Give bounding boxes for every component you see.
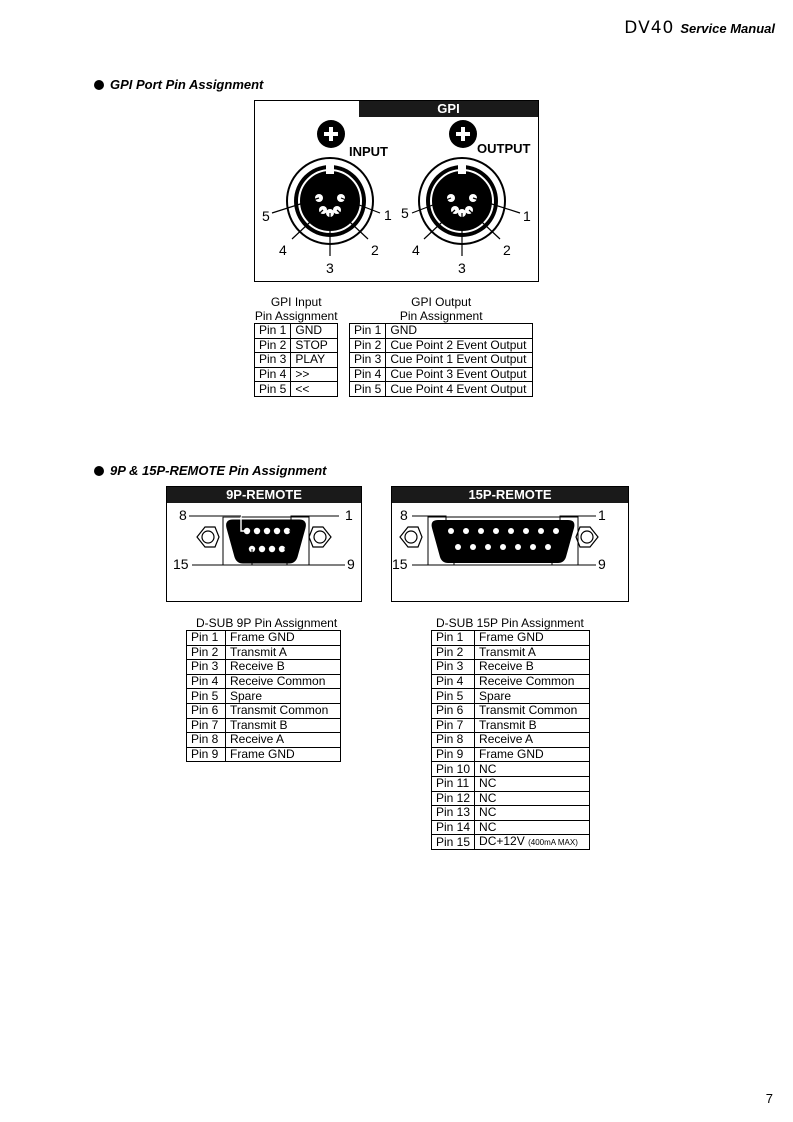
dsub9-left-screw-icon [197, 527, 219, 547]
dsub9-right-screw-icon [309, 527, 331, 547]
dsub15-label-15: 15 [392, 556, 408, 572]
gpi-input-connector [272, 158, 380, 256]
gpi-output-pin-5: 5 [401, 205, 409, 221]
value-cell: STOP [291, 338, 338, 353]
value-cell: Transmit Common [226, 703, 341, 718]
value-cell: Receive Common [226, 674, 341, 689]
gpi-panel [254, 100, 539, 282]
dsub9-caption: D-SUB 9P Pin Assignment [196, 616, 338, 630]
table-row [432, 776, 590, 791]
pin-cell: Pin 9 [432, 747, 475, 762]
pin-cell: Pin 1 [432, 631, 475, 646]
table-row [350, 338, 533, 353]
remote15-panel [391, 486, 629, 602]
value-cell: Spare [475, 689, 590, 704]
gpi-input-pin-5: 5 [262, 208, 270, 224]
dsub15-connector-diagram [392, 487, 628, 601]
value-cell: NC [475, 776, 590, 791]
table-row [255, 324, 338, 339]
gpi-connectors-diagram [255, 101, 538, 281]
pin-cell: Pin 1 [255, 324, 291, 339]
value-cell: Receive A [226, 733, 341, 748]
value-cell: Receive Common [475, 674, 590, 689]
value-cell: Receive B [226, 660, 341, 675]
dc-voltage: DC+12V [479, 834, 525, 849]
pin-cell: Pin 1 [187, 631, 226, 646]
dsub9-label-15: 15 [173, 556, 189, 572]
gpi-output-pin-3: 3 [458, 260, 466, 276]
value-cell: Transmit Common [475, 703, 590, 718]
pin-cell: Pin 15 [432, 835, 475, 850]
header-title: Service Manual [680, 20, 775, 36]
value-cell: >> [291, 367, 338, 382]
gpi-section-title [94, 77, 263, 92]
pin-cell: Pin 10 [432, 762, 475, 777]
table-row [432, 674, 590, 689]
gpi-output-assignment [349, 295, 533, 397]
table-row [350, 353, 533, 368]
gpi-output-caption-line1: GPI Output [411, 295, 472, 309]
gpi-output-pin-2: 2 [503, 242, 511, 258]
gpi-input-caption-line2: Pin Assignment [254, 309, 338, 323]
value-cell: Frame GND [475, 747, 590, 762]
dsub15-label-1: 1 [598, 507, 606, 523]
table-row [187, 703, 341, 718]
value-cell: Frame GND [226, 631, 341, 646]
remote9-panel-title: 9P-REMOTE [167, 487, 361, 503]
gpi-output-label: OUTPUT [477, 141, 531, 156]
value-cell: Transmit A [475, 645, 590, 660]
table-row [432, 660, 590, 675]
pin-cell: Pin 5 [350, 382, 386, 397]
remote15-panel-title: 15P-REMOTE [392, 487, 628, 503]
value-cell: Transmit A [226, 645, 341, 660]
pin-cell: Pin 7 [187, 718, 226, 733]
pin-cell: Pin 4 [255, 367, 291, 382]
dsub9-label-1: 1 [345, 507, 353, 523]
pin-cell: Pin 2 [432, 645, 475, 660]
pin-cell: Pin 1 [350, 324, 386, 339]
dv40-logo: DV40 [624, 18, 675, 38]
pin-cell: Pin 2 [350, 338, 386, 353]
bullet-icon [94, 466, 104, 476]
table-row [432, 703, 590, 718]
value-cell: Frame GND [475, 631, 590, 646]
table-row [255, 382, 338, 397]
table-row [187, 747, 341, 762]
table-row [255, 338, 338, 353]
table-row [187, 631, 341, 646]
table-row [187, 645, 341, 660]
value-cell: Transmit B [475, 718, 590, 733]
pin-cell: Pin 4 [432, 674, 475, 689]
value-cell: Spare [226, 689, 341, 704]
table-row [187, 674, 341, 689]
pin-cell: Pin 12 [432, 791, 475, 806]
table-row [432, 645, 590, 660]
dsub9-connector-diagram [167, 487, 361, 601]
dsub15-assignment [431, 616, 590, 850]
gpi-input-caption [254, 295, 338, 323]
value-cell: << [291, 382, 338, 397]
table-row [350, 324, 533, 339]
page-number: 7 [765, 1091, 773, 1106]
dsub15-caption: D-SUB 15P Pin Assignment [436, 616, 584, 630]
value-cell: Cue Point 3 Event Output [386, 367, 533, 382]
gpi-input-pin-2: 2 [371, 242, 379, 258]
gpi-output-caption-line2: Pin Assignment [399, 309, 483, 323]
table-row [350, 382, 533, 397]
table-row [432, 631, 590, 646]
dsub15-table [431, 630, 590, 850]
pin-cell: Pin 9 [187, 747, 226, 762]
dsub9-label-8: 8 [179, 507, 187, 523]
gpi-output-caption [349, 295, 533, 323]
gpi-output-pin-4: 4 [412, 242, 420, 258]
value-cell: PLAY [291, 353, 338, 368]
pin-cell: Pin 3 [432, 660, 475, 675]
remote-section-title-text: 9P & 15P-REMOTE Pin Assignment [110, 463, 327, 478]
pin-cell: Pin 14 [432, 820, 475, 835]
dsub15-label-9: 9 [598, 556, 606, 572]
dsub15-left-screw-icon [400, 527, 422, 547]
pin-cell: Pin 4 [187, 674, 226, 689]
gpi-input-pin-3: 3 [326, 260, 334, 276]
value-cell: Receive A [475, 733, 590, 748]
gpi-input-assignment [254, 295, 338, 397]
value-cell: Cue Point 1 Event Output [386, 353, 533, 368]
bullet-icon [94, 80, 104, 90]
pin-cell: Pin 4 [350, 367, 386, 382]
table-row [432, 733, 590, 748]
pin-cell: Pin 7 [432, 718, 475, 733]
table-row [432, 835, 590, 850]
table-row [432, 747, 590, 762]
value-cell: GND [291, 324, 338, 339]
gpi-output-plus-icon [449, 120, 477, 148]
gpi-input-table [254, 323, 338, 397]
gpi-section-title-text: GPI Port Pin Assignment [110, 77, 264, 92]
dsub9-table [186, 630, 341, 762]
value-cell: NC [475, 791, 590, 806]
table-row [187, 733, 341, 748]
dsub15-right-screw-icon [576, 527, 598, 547]
table-row [432, 806, 590, 821]
table-row [255, 367, 338, 382]
dsub9-label-9: 9 [347, 556, 355, 572]
table-row [432, 689, 590, 704]
pin-cell: Pin 5 [255, 382, 291, 397]
value-cell [475, 835, 590, 850]
value-cell: Cue Point 2 Event Output [386, 338, 533, 353]
value-cell: NC [475, 762, 590, 777]
pin-cell: Pin 2 [187, 645, 226, 660]
pin-cell: Pin 2 [255, 338, 291, 353]
gpi-panel-title: GPI [359, 101, 538, 117]
table-row [187, 689, 341, 704]
table-row [187, 660, 341, 675]
table-row [432, 762, 590, 777]
gpi-output-table [349, 323, 533, 397]
pin-cell: Pin 3 [255, 353, 291, 368]
table-row [432, 791, 590, 806]
remote9-panel [166, 486, 362, 602]
value-cell: Cue Point 4 Event Output [386, 382, 533, 397]
pin-cell: Pin 13 [432, 806, 475, 821]
current-note: (400mA MAX) [528, 838, 578, 848]
gpi-input-pin-1: 1 [384, 207, 392, 223]
table-row [432, 718, 590, 733]
table-row [350, 367, 533, 382]
value-cell: Transmit B [226, 718, 341, 733]
gpi-input-pin-4: 4 [279, 242, 287, 258]
value-cell: NC [475, 806, 590, 821]
dsub15-label-8: 8 [400, 507, 408, 523]
pin-cell: Pin 6 [432, 703, 475, 718]
value-cell: GND [386, 324, 533, 339]
gpi-input-label: INPUT [349, 144, 388, 159]
value-cell: NC [475, 820, 590, 835]
pin-cell: Pin 6 [187, 703, 226, 718]
gpi-output-pin-1: 1 [523, 208, 531, 224]
pin-cell: Pin 5 [187, 689, 226, 704]
remote-section-title [94, 463, 326, 478]
pin-cell: Pin 5 [432, 689, 475, 704]
dsub9-assignment [186, 616, 341, 762]
table-row [432, 820, 590, 835]
table-row [187, 718, 341, 733]
pin-cell: Pin 11 [432, 776, 475, 791]
value-cell: Receive B [475, 660, 590, 675]
pin-cell: Pin 3 [187, 660, 226, 675]
gpi-input-plus-icon [317, 120, 345, 148]
value-cell: Frame GND [226, 747, 341, 762]
pin-cell: Pin 3 [350, 353, 386, 368]
table-row [255, 353, 338, 368]
pin-cell: Pin 8 [187, 733, 226, 748]
gpi-input-caption-line1: GPI Input [270, 295, 322, 309]
pin-cell: Pin 8 [432, 733, 475, 748]
page-header [624, 18, 775, 38]
